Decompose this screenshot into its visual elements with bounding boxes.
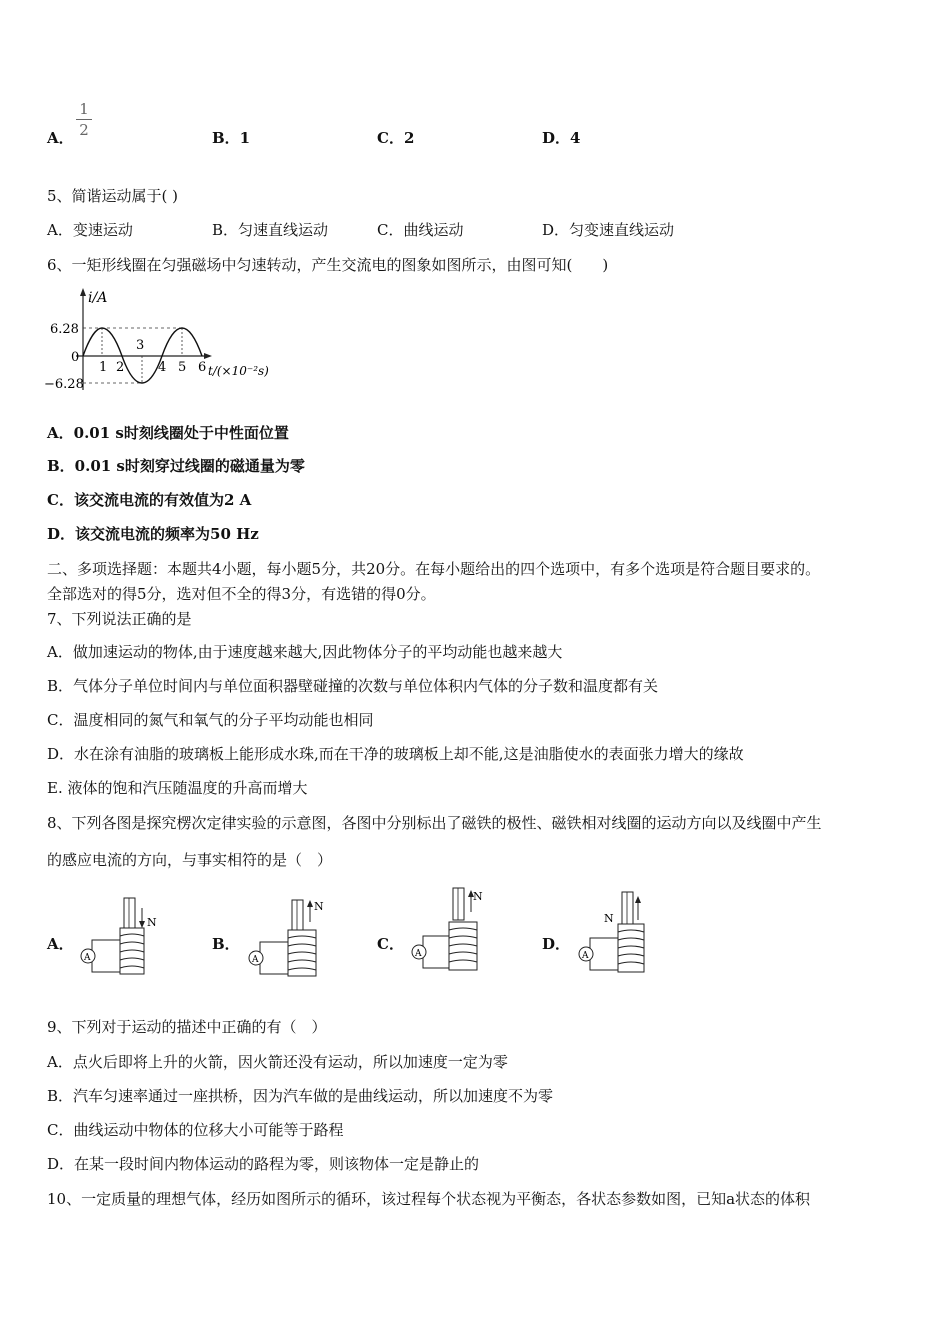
section2-instructions-line1: 二、多项选择题：本题共4小题，每小题5分，共20分。在每小题给出的四个选项中，有多个选项是符合题目要求的。 — [47, 560, 821, 578]
q8-figure-a — [72, 888, 162, 980]
y-tick-zero: 0 — [71, 350, 80, 365]
q4-option-c: C．2 — [377, 129, 415, 147]
fraction-numerator: 1 — [79, 100, 89, 118]
q5-option-c: C．曲线运动 — [377, 221, 464, 239]
q5-option-a: A．变速运动 — [47, 221, 133, 239]
q6-option-a: A．0.01 s时刻线圈处于中性面位置 — [47, 424, 289, 442]
q7-option-a: A．做加速运动的物体,由于速度越来越大,因此物体分子的平均动能也越来越大 — [47, 643, 563, 661]
pole-label: N — [473, 890, 483, 903]
q9-option-a: A．点火后即将上升的火箭，因火箭还没有运动，所以加速度一定为零 — [47, 1053, 508, 1071]
q10-stem: 10、一定质量的理想气体，经历如图所示的循环，该过程每个状态视为平衡态，各状态参数如图，已知a状态的体积 — [47, 1190, 811, 1208]
q6-current-graph — [40, 286, 290, 396]
q8-label-c: C． — [377, 935, 404, 953]
q7-option-b: B．气体分子单位时间内与单位面积器壁碰撞的次数与单位体积内气体的分子数和温度都有关 — [47, 677, 659, 695]
q8-figure-b — [240, 892, 335, 982]
x-tick-3: 3 — [136, 338, 145, 353]
y-axis-label: i/A — [88, 290, 108, 306]
x-tick-1: 1 — [99, 360, 108, 375]
q4-option-d: D．4 — [542, 129, 581, 147]
pole-label: N — [604, 912, 614, 925]
q5-option-d: D．匀变速直线运动 — [542, 221, 675, 239]
q6-option-b: B．0.01 s时刻穿过线圈的磁通量为零 — [47, 457, 305, 475]
q8-label-a: A． — [47, 935, 74, 953]
q7-option-c: C．温度相同的氮气和氧气的分子平均动能也相同 — [47, 711, 374, 729]
y-tick-positive: 6.28 — [50, 322, 79, 337]
x-tick-5: 5 — [178, 360, 187, 375]
q9-option-c: C．曲线运动中物体的位移大小可能等于路程 — [47, 1121, 344, 1139]
q7-option-d: D．水在涂有油脂的玻璃板上能形成水珠,而在干净的玻璃板上却不能,这是油脂使水的表面张力增大的缘故 — [47, 745, 744, 763]
q5-stem: 5、简谐运动属于( ) — [47, 187, 179, 205]
pole-label: N — [314, 900, 324, 913]
x-axis-label: t/(×10⁻²s) — [208, 364, 269, 378]
q8-figure-c — [405, 884, 500, 980]
q8-figure-d — [572, 886, 657, 978]
y-axis-arrow — [80, 288, 86, 296]
y-tick-negative: −6.28 — [44, 377, 84, 392]
q7-option-e: E. 液体的饱和汽压随温度的升高而增大 — [47, 779, 308, 797]
q8-label-d: D． — [542, 935, 571, 953]
ammeter-label: A — [415, 949, 422, 959]
magnet — [622, 892, 633, 924]
q4-option-b: B．1 — [212, 129, 251, 147]
q9-stem: 9、下列对于运动的描述中正确的有（ ） — [47, 1018, 327, 1036]
x-tick-4: 4 — [158, 360, 167, 375]
q6-option-d: D．该交流电流的频率为50 Hz — [47, 525, 259, 543]
magnet — [453, 888, 464, 920]
magnet — [124, 898, 135, 928]
ammeter-label: A — [252, 955, 259, 965]
q9-option-b: B．汽车匀速率通过一座拱桥，因为汽车做的是曲线运动，所以加速度不为零 — [47, 1087, 554, 1105]
fraction-bar — [76, 119, 92, 120]
pole-label: N — [147, 916, 157, 929]
q8-stem-line1: 8、下列各图是探究楞次定律实验的示意图，各图中分别标出了磁铁的极性、磁铁相对线圈的运动方向以及线圈中产生 — [47, 814, 822, 832]
x-tick-6: 6 — [198, 360, 207, 375]
magnet — [292, 900, 303, 930]
ammeter-label: A — [582, 951, 589, 961]
fraction-denominator: 2 — [79, 121, 89, 139]
q4-option-a-label: A． — [47, 129, 74, 147]
ammeter-label: A — [84, 953, 91, 963]
q6-option-c: C．该交流电流的有效值为2 A — [47, 491, 252, 509]
q6-stem: 6、一矩形线圈在匀强磁场中匀速转动，产生交流电的图象如图所示，由图可知( ) — [47, 256, 609, 274]
q8-stem-line2: 的感应电流的方向，与事实相符的是（ ） — [47, 851, 333, 869]
section2-instructions-line2: 全部选对的得5分，选对但不全的得3分，有选错的得0分。 — [47, 585, 436, 603]
x-tick-2: 2 — [116, 360, 125, 375]
q5-option-b: B．匀速直线运动 — [212, 221, 329, 239]
q9-option-d: D．在某一段时间内物体运动的路程为零，则该物体一定是静止的 — [47, 1155, 480, 1173]
q4-option-a-fraction — [76, 100, 92, 139]
q7-stem: 7、下列说法正确的是 — [47, 610, 192, 628]
q8-label-b: B． — [212, 935, 240, 953]
x-axis-arrow — [204, 353, 212, 359]
